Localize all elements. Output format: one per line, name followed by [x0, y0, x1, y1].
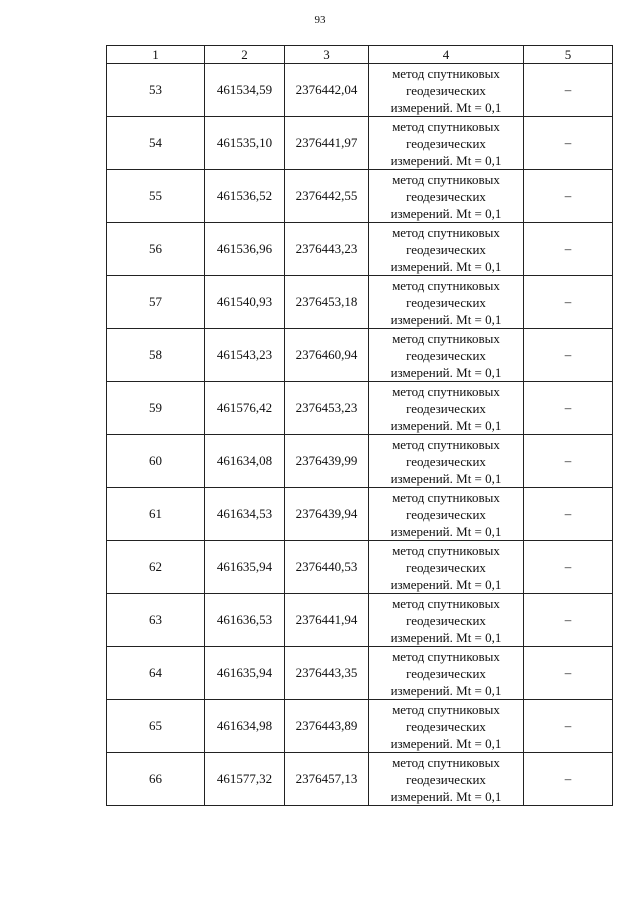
method-cell: [369, 541, 524, 594]
point-number-cell: 58: [107, 329, 205, 382]
method-line: метод спутниковых: [392, 118, 500, 134]
method-line: метод спутниковых: [392, 224, 500, 240]
point-number-cell: 60: [107, 435, 205, 488]
x-coordinate-cell: 461634,08: [205, 435, 285, 488]
method-line: геодезических: [406, 82, 486, 98]
method-line: геодезических: [406, 718, 486, 734]
method-cell: [369, 647, 524, 700]
y-coordinate-cell: 2376440,53: [285, 541, 369, 594]
note-cell: –: [524, 753, 613, 806]
x-coordinate-cell: 461635,94: [205, 541, 285, 594]
note-cell: –: [524, 541, 613, 594]
table-row: [107, 117, 613, 170]
table-row: [107, 64, 613, 117]
y-coordinate-cell: 2376453,23: [285, 382, 369, 435]
method-line: измерений. Mt = 0,1: [390, 152, 502, 168]
y-coordinate-cell: 2376453,18: [285, 276, 369, 329]
point-number-cell: 54: [107, 117, 205, 170]
method-line: геодезических: [406, 294, 486, 310]
table-row: [107, 170, 613, 223]
method-line: геодезических: [406, 506, 486, 522]
x-coordinate-cell: 461635,94: [205, 647, 285, 700]
method-line: метод спутниковых: [392, 65, 500, 81]
method-line: измерений. Mt = 0,1: [390, 576, 502, 592]
column-header: 4: [369, 46, 524, 64]
point-number-cell: 56: [107, 223, 205, 276]
table-header-row: [107, 46, 613, 64]
method-cell: [369, 64, 524, 117]
table-row: [107, 435, 613, 488]
note-cell: –: [524, 647, 613, 700]
table-row: [107, 541, 613, 594]
method-line: метод спутниковых: [392, 171, 500, 187]
table-body: [107, 64, 613, 806]
method-line: метод спутниковых: [392, 489, 500, 505]
table-row: [107, 382, 613, 435]
method-line: метод спутниковых: [392, 542, 500, 558]
x-coordinate-cell: 461536,52: [205, 170, 285, 223]
column-header: 3: [285, 46, 369, 64]
note-cell: –: [524, 64, 613, 117]
method-line: метод спутниковых: [392, 595, 500, 611]
table-row: [107, 276, 613, 329]
point-number-cell: 64: [107, 647, 205, 700]
method-line: геодезических: [406, 612, 486, 628]
x-coordinate-cell: 461536,96: [205, 223, 285, 276]
method-cell: [369, 594, 524, 647]
method-cell: [369, 753, 524, 806]
method-line: измерений. Mt = 0,1: [390, 311, 502, 327]
column-header: 5: [524, 46, 613, 64]
method-line: геодезических: [406, 188, 486, 204]
x-coordinate-cell: 461577,32: [205, 753, 285, 806]
method-line: измерений. Mt = 0,1: [390, 470, 502, 486]
y-coordinate-cell: 2376442,55: [285, 170, 369, 223]
note-cell: –: [524, 382, 613, 435]
point-number-cell: 61: [107, 488, 205, 541]
method-line: измерений. Mt = 0,1: [390, 629, 502, 645]
method-cell: [369, 223, 524, 276]
method-line: метод спутниковых: [392, 436, 500, 452]
y-coordinate-cell: 2376457,13: [285, 753, 369, 806]
method-line: измерений. Mt = 0,1: [390, 735, 502, 751]
note-cell: –: [524, 488, 613, 541]
method-line: геодезических: [406, 400, 486, 416]
method-line: метод спутниковых: [392, 277, 500, 293]
y-coordinate-cell: 2376442,04: [285, 64, 369, 117]
method-cell: [369, 170, 524, 223]
note-cell: –: [524, 170, 613, 223]
y-coordinate-cell: 2376443,35: [285, 647, 369, 700]
y-coordinate-cell: 2376443,89: [285, 700, 369, 753]
method-line: измерений. Mt = 0,1: [390, 523, 502, 539]
method-line: геодезических: [406, 347, 486, 363]
method-line: метод спутниковых: [392, 330, 500, 346]
method-line: геодезических: [406, 135, 486, 151]
method-line: измерений. Mt = 0,1: [390, 258, 502, 274]
y-coordinate-cell: 2376439,94: [285, 488, 369, 541]
method-line: измерений. Mt = 0,1: [390, 417, 502, 433]
x-coordinate-cell: 461576,42: [205, 382, 285, 435]
point-number-cell: 66: [107, 753, 205, 806]
point-number-cell: 57: [107, 276, 205, 329]
x-coordinate-cell: 461543,23: [205, 329, 285, 382]
point-number-cell: 63: [107, 594, 205, 647]
method-line: геодезических: [406, 665, 486, 681]
note-cell: –: [524, 435, 613, 488]
table-row: [107, 594, 613, 647]
x-coordinate-cell: 461634,98: [205, 700, 285, 753]
method-line: метод спутниковых: [392, 754, 500, 770]
column-header: 2: [205, 46, 285, 64]
y-coordinate-cell: 2376439,99: [285, 435, 369, 488]
note-cell: –: [524, 700, 613, 753]
method-cell: [369, 117, 524, 170]
y-coordinate-cell: 2376443,23: [285, 223, 369, 276]
column-header: 1: [107, 46, 205, 64]
point-number-cell: 65: [107, 700, 205, 753]
x-coordinate-cell: 461636,53: [205, 594, 285, 647]
method-line: измерений. Mt = 0,1: [390, 788, 502, 804]
point-number-cell: 55: [107, 170, 205, 223]
method-cell: [369, 435, 524, 488]
y-coordinate-cell: 2376441,94: [285, 594, 369, 647]
point-number-cell: 53: [107, 64, 205, 117]
method-line: геодезических: [406, 559, 486, 575]
page-number: 93: [314, 14, 326, 26]
method-line: метод спутниковых: [392, 383, 500, 399]
y-coordinate-cell: 2376441,97: [285, 117, 369, 170]
table-row: [107, 753, 613, 806]
method-cell: [369, 382, 524, 435]
method-line: геодезических: [406, 453, 486, 469]
method-line: геодезических: [406, 771, 486, 787]
note-cell: –: [524, 276, 613, 329]
table-row: [107, 647, 613, 700]
method-line: метод спутниковых: [392, 648, 500, 664]
table-row: [107, 700, 613, 753]
method-cell: [369, 276, 524, 329]
table-row: [107, 488, 613, 541]
method-line: метод спутниковых: [392, 701, 500, 717]
method-line: измерений. Mt = 0,1: [390, 682, 502, 698]
note-cell: –: [524, 329, 613, 382]
y-coordinate-cell: 2376460,94: [285, 329, 369, 382]
note-cell: –: [524, 594, 613, 647]
x-coordinate-cell: 461634,53: [205, 488, 285, 541]
x-coordinate-cell: 461534,59: [205, 64, 285, 117]
note-cell: –: [524, 223, 613, 276]
note-cell: –: [524, 117, 613, 170]
method-line: геодезических: [406, 241, 486, 257]
x-coordinate-cell: 461540,93: [205, 276, 285, 329]
coordinates-table: [106, 45, 613, 806]
x-coordinate-cell: 461535,10: [205, 117, 285, 170]
method-cell: [369, 700, 524, 753]
table-row: [107, 329, 613, 382]
table-row: [107, 223, 613, 276]
method-line: измерений. Mt = 0,1: [390, 99, 502, 115]
point-number-cell: 59: [107, 382, 205, 435]
method-line: измерений. Mt = 0,1: [390, 364, 502, 380]
method-cell: [369, 488, 524, 541]
method-line: измерений. Mt = 0,1: [390, 205, 502, 221]
point-number-cell: 62: [107, 541, 205, 594]
method-cell: [369, 329, 524, 382]
